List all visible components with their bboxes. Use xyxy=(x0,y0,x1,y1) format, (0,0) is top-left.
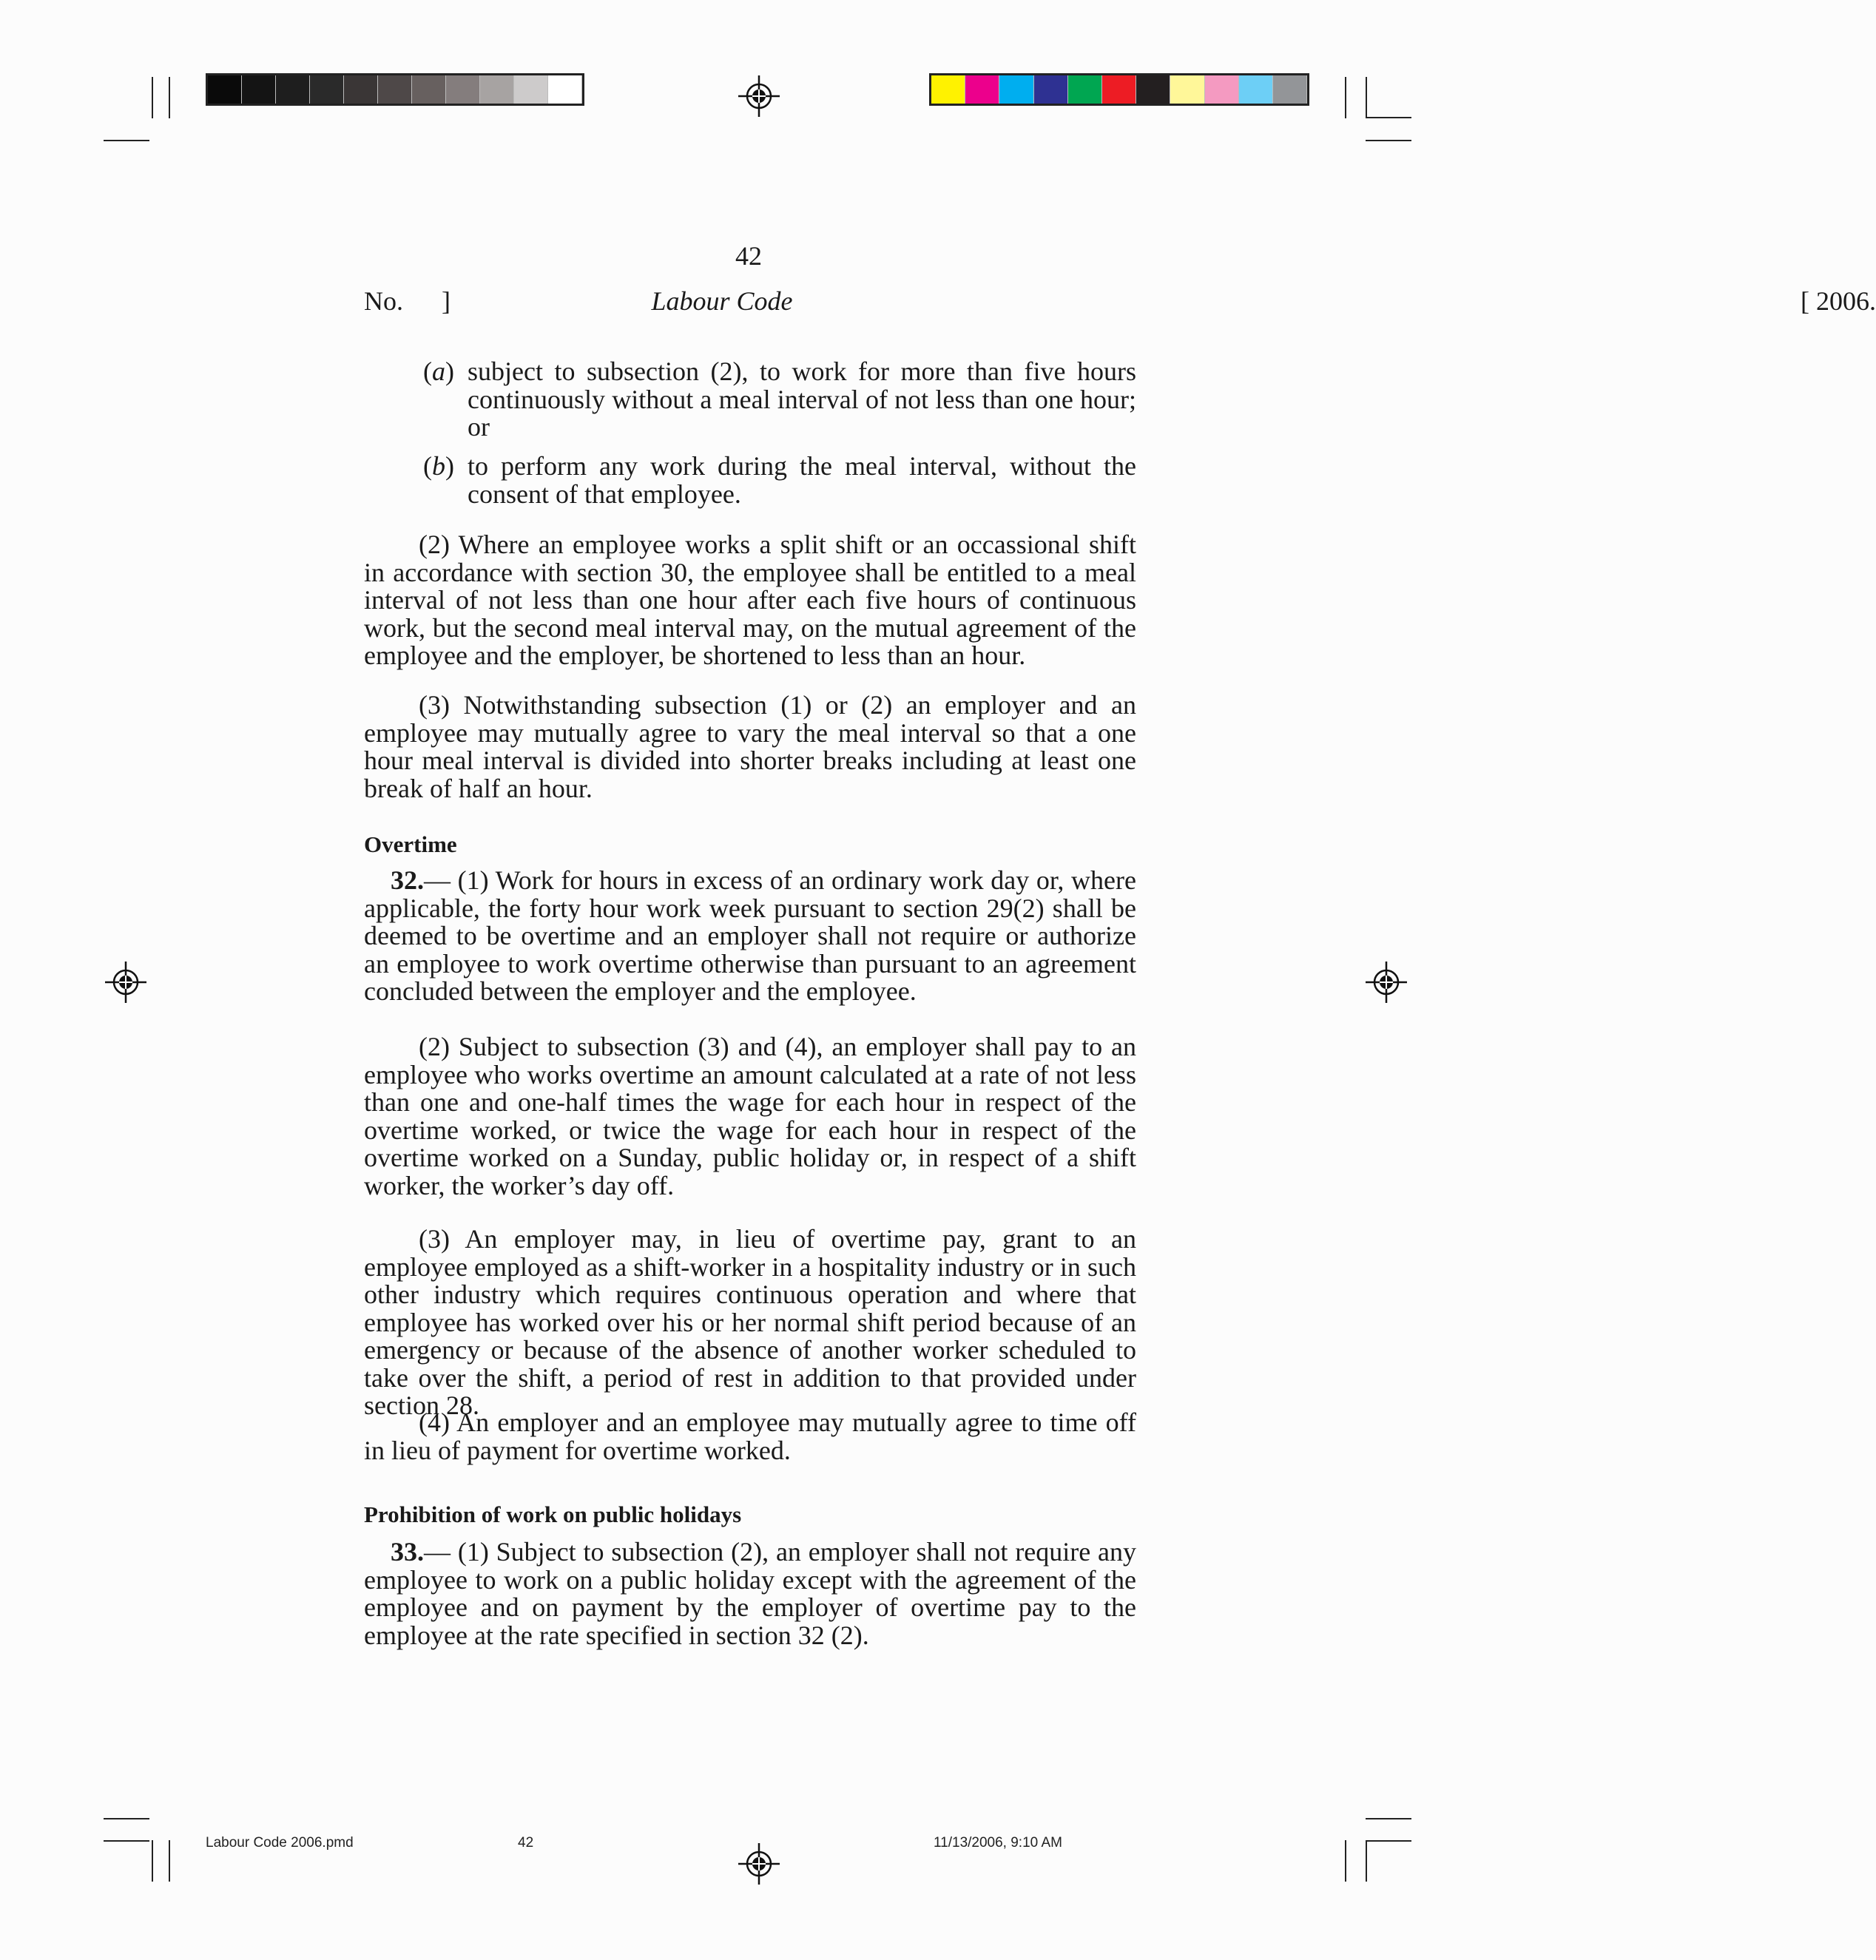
color-swatch xyxy=(344,75,378,104)
page-number: 42 xyxy=(735,241,762,271)
crop-mark xyxy=(104,140,149,141)
color-swatch xyxy=(1034,75,1068,104)
paragraph-text: — (1) Work for hours in excess of an ordinary work day or, where applicable, the forty hour work week pursuant to section 29(2) shall be deemed to be overtime and an employer shall not require or authorize an employee to work overtime otherwise than pursuant to an agreement concluded between the employer and the employee. xyxy=(364,865,1136,1006)
paragraph: (3) An employer may, in lieu of overtime pay, grant to an employee employed as a shift-worker in a hospitality industry or in such other industry which requires continuous operation and where that employee has worked over his or her normal shift period because of an emergency or because of the absence of another worker scheduled to take over the shift, a period of rest in addition to that provided under section 28. xyxy=(364,1224,1136,1420)
crop-mark xyxy=(1366,140,1411,141)
paragraph: (4) An employer and an employee may mutually agree to time off in lieu of payment for overtime worked. xyxy=(364,1408,1136,1465)
crop-mark xyxy=(1366,1818,1411,1819)
crop-mark xyxy=(169,77,170,118)
registration-mark-icon xyxy=(737,1842,781,1886)
crop-mark xyxy=(104,1818,149,1819)
header-year: [ 2006. xyxy=(1801,286,1876,316)
color-swatch xyxy=(242,75,276,104)
paragraph: (2) Subject to subsection (3) and (4), an employer shall pay to an employee who works overtime an amount calculated at a rate of not less than one and one-half times the wage for each hour in respect of the overtime worked, or twice the wage for each hour in respect of the overtime worked on a Sunday, public holiday or, in respect of a shift worker, the worker’s day off. xyxy=(364,1032,1136,1200)
color-swatch xyxy=(548,75,582,104)
footer-filename: Labour Code 2006.pmd xyxy=(206,1835,354,1851)
crop-mark xyxy=(1345,1840,1346,1882)
section-heading: Overtime xyxy=(364,831,457,857)
grayscale-color-bar xyxy=(206,73,584,106)
paragraph xyxy=(364,1538,1136,1649)
registration-mark-icon xyxy=(1364,960,1408,1004)
section-number: 32. xyxy=(391,865,424,895)
crop-mark xyxy=(1366,117,1411,118)
color-swatch xyxy=(1205,75,1239,104)
crop-mark xyxy=(1345,77,1346,118)
header-bracket: ] xyxy=(442,286,451,316)
color-swatch xyxy=(1273,75,1307,104)
list-item-text: subject to subsection (2), to work for more than five hours continuously without a meal interval of not less than one hour; or xyxy=(468,356,1136,442)
paragraph: (2) Where an employee works a split shift or an occassional shift in accordance with section 30, the employee shall be entitled to a meal interval of not less than one hour after each five hours of continuous work, but the second meal interval may, on the mutual agreement of the employee and the employer, be shortened to less than an hour. xyxy=(364,530,1136,670)
crop-mark xyxy=(169,1840,170,1882)
process-color-bar xyxy=(929,73,1309,106)
crop-mark xyxy=(152,77,153,118)
color-swatch xyxy=(480,75,514,104)
list-item xyxy=(423,453,1136,508)
registration-mark-icon xyxy=(737,74,781,118)
paragraph-text: — (1) Subject to subsection (2), an employer shall not require any employee to work on a public holiday except with the agreement of the employee and on payment by the employer of overtime pay to the employee at the rate specified in section 32 (2). xyxy=(364,1537,1136,1650)
crop-mark xyxy=(1366,1840,1367,1882)
color-swatch xyxy=(276,75,310,104)
crop-mark xyxy=(152,1840,153,1882)
color-swatch xyxy=(999,75,1033,104)
color-swatch xyxy=(446,75,480,104)
color-swatch xyxy=(1170,75,1204,104)
color-swatch xyxy=(514,75,548,104)
crop-mark xyxy=(1366,1840,1411,1842)
list-item-label: (a) xyxy=(423,356,454,386)
color-swatch xyxy=(378,75,412,104)
header-title: Labour Code xyxy=(651,286,793,316)
list-item-text: to perform any work during the meal interval, without the consent of that employee. xyxy=(468,451,1136,509)
color-swatch xyxy=(1136,75,1170,104)
crop-mark xyxy=(104,1840,149,1842)
footer-datetime: 11/13/2006, 9:10 AM xyxy=(934,1835,1062,1851)
color-swatch xyxy=(1068,75,1102,104)
header-no: No. xyxy=(364,286,403,316)
color-swatch xyxy=(208,75,242,104)
color-swatch xyxy=(412,75,446,104)
list-item-label: (b) xyxy=(423,451,454,481)
section-number: 33. xyxy=(391,1537,424,1567)
crop-mark xyxy=(1366,77,1367,118)
paragraph: (3) Notwithstanding subsection (1) or (2) an employer and an employee may mutually agree to vary the meal interval so that a one hour meal interval is divided into shorter breaks including at least one break of half an hour. xyxy=(364,690,1136,803)
paragraph xyxy=(364,867,1136,1006)
registration-mark-icon xyxy=(104,960,148,1004)
section-heading: Prohibition of work on public holidays xyxy=(364,1501,742,1527)
list-item xyxy=(423,358,1136,442)
footer-page: 42 xyxy=(518,1835,534,1851)
color-swatch xyxy=(965,75,999,104)
color-swatch xyxy=(1102,75,1136,104)
color-swatch xyxy=(1239,75,1273,104)
color-swatch xyxy=(931,75,965,104)
color-swatch xyxy=(310,75,344,104)
